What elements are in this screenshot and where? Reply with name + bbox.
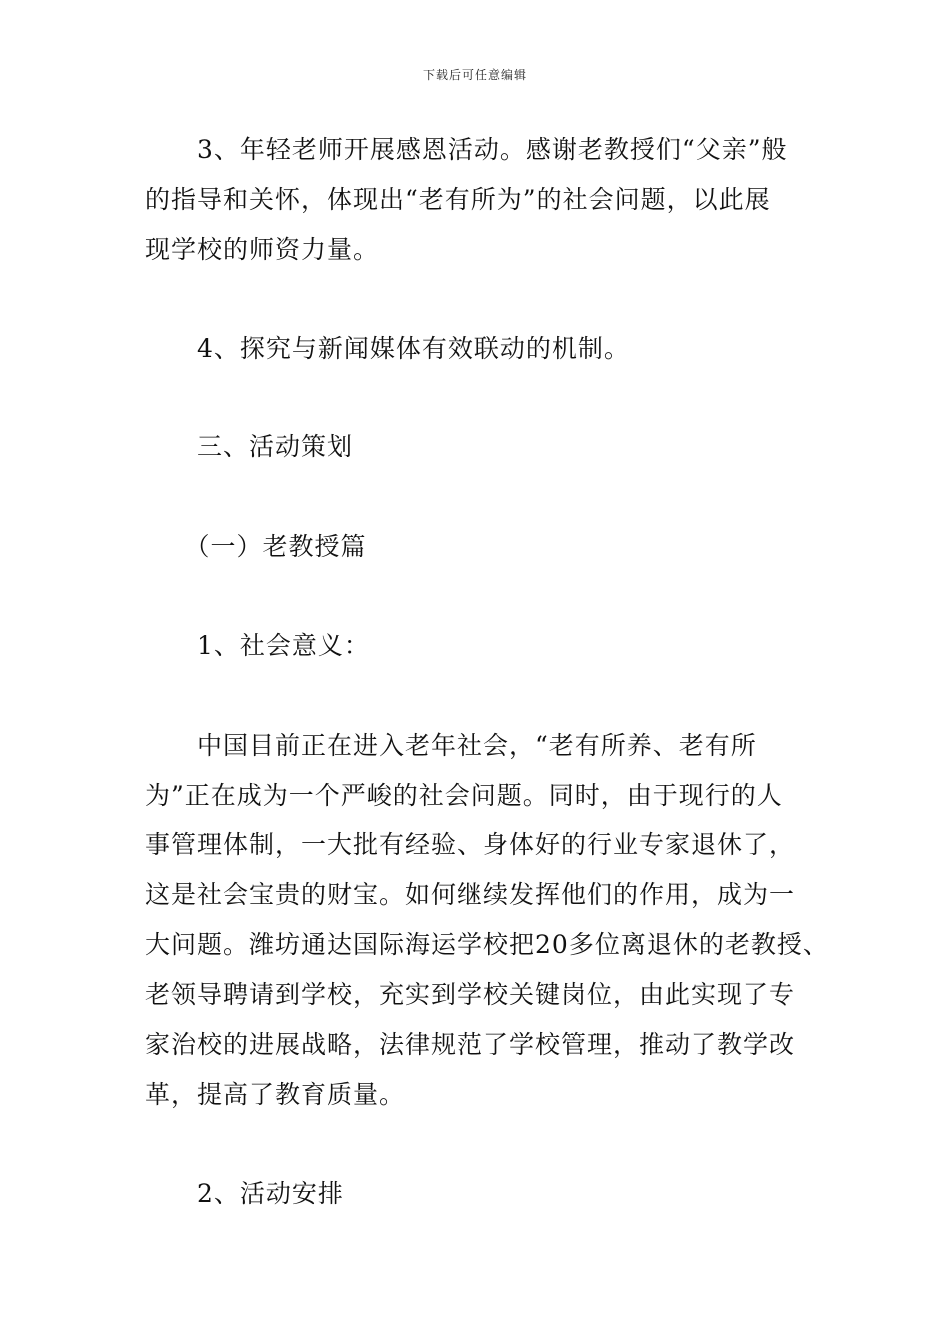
text-line: 为”正在成为一个严峻的社会问题。同时，由于现行的人 <box>145 781 783 810</box>
text-line: 家治校的进展战略，法律规范了学校管理，推动了教学改 <box>145 1030 796 1059</box>
page-header-note: 下载后可任意编辑 <box>422 68 527 82</box>
text-line: 革，提高了教育质量。 <box>145 1080 406 1109</box>
section-heading: 三、活动策划 <box>145 432 354 461</box>
subsection-heading: （一）老教授篇 <box>145 532 367 561</box>
text-line: 这是社会宝贵的财宝。如何继续发挥他们的作用，成为一 <box>145 880 796 909</box>
text-line: 3、年轻老师开展感恩活动。感谢老教授们“父亲”般 <box>145 135 788 164</box>
text-line: 4、探究与新闻媒体有效联动的机制。 <box>145 334 630 363</box>
item-heading: 1、社会意义： <box>145 631 370 660</box>
text-line: 大问题。潍坊通达国际海运学校把20多位离退休的老教授、 <box>145 930 829 959</box>
text-line: 的指导和关怀，体现出“老有所为”的社会问题，以此展 <box>145 185 771 214</box>
text-line: 事管理体制，一大批有经验、身体好的行业专家退休了， <box>145 830 796 859</box>
text-line: 现学校的师资力量。 <box>145 235 380 264</box>
text-line: 老领导聘请到学校，充实到学校关键岗位，由此实现了专 <box>145 980 796 1009</box>
text-line: 中国目前正在进入老年社会，“老有所养、老有所 <box>145 731 757 760</box>
item-heading: 2、活动安排 <box>145 1179 344 1208</box>
